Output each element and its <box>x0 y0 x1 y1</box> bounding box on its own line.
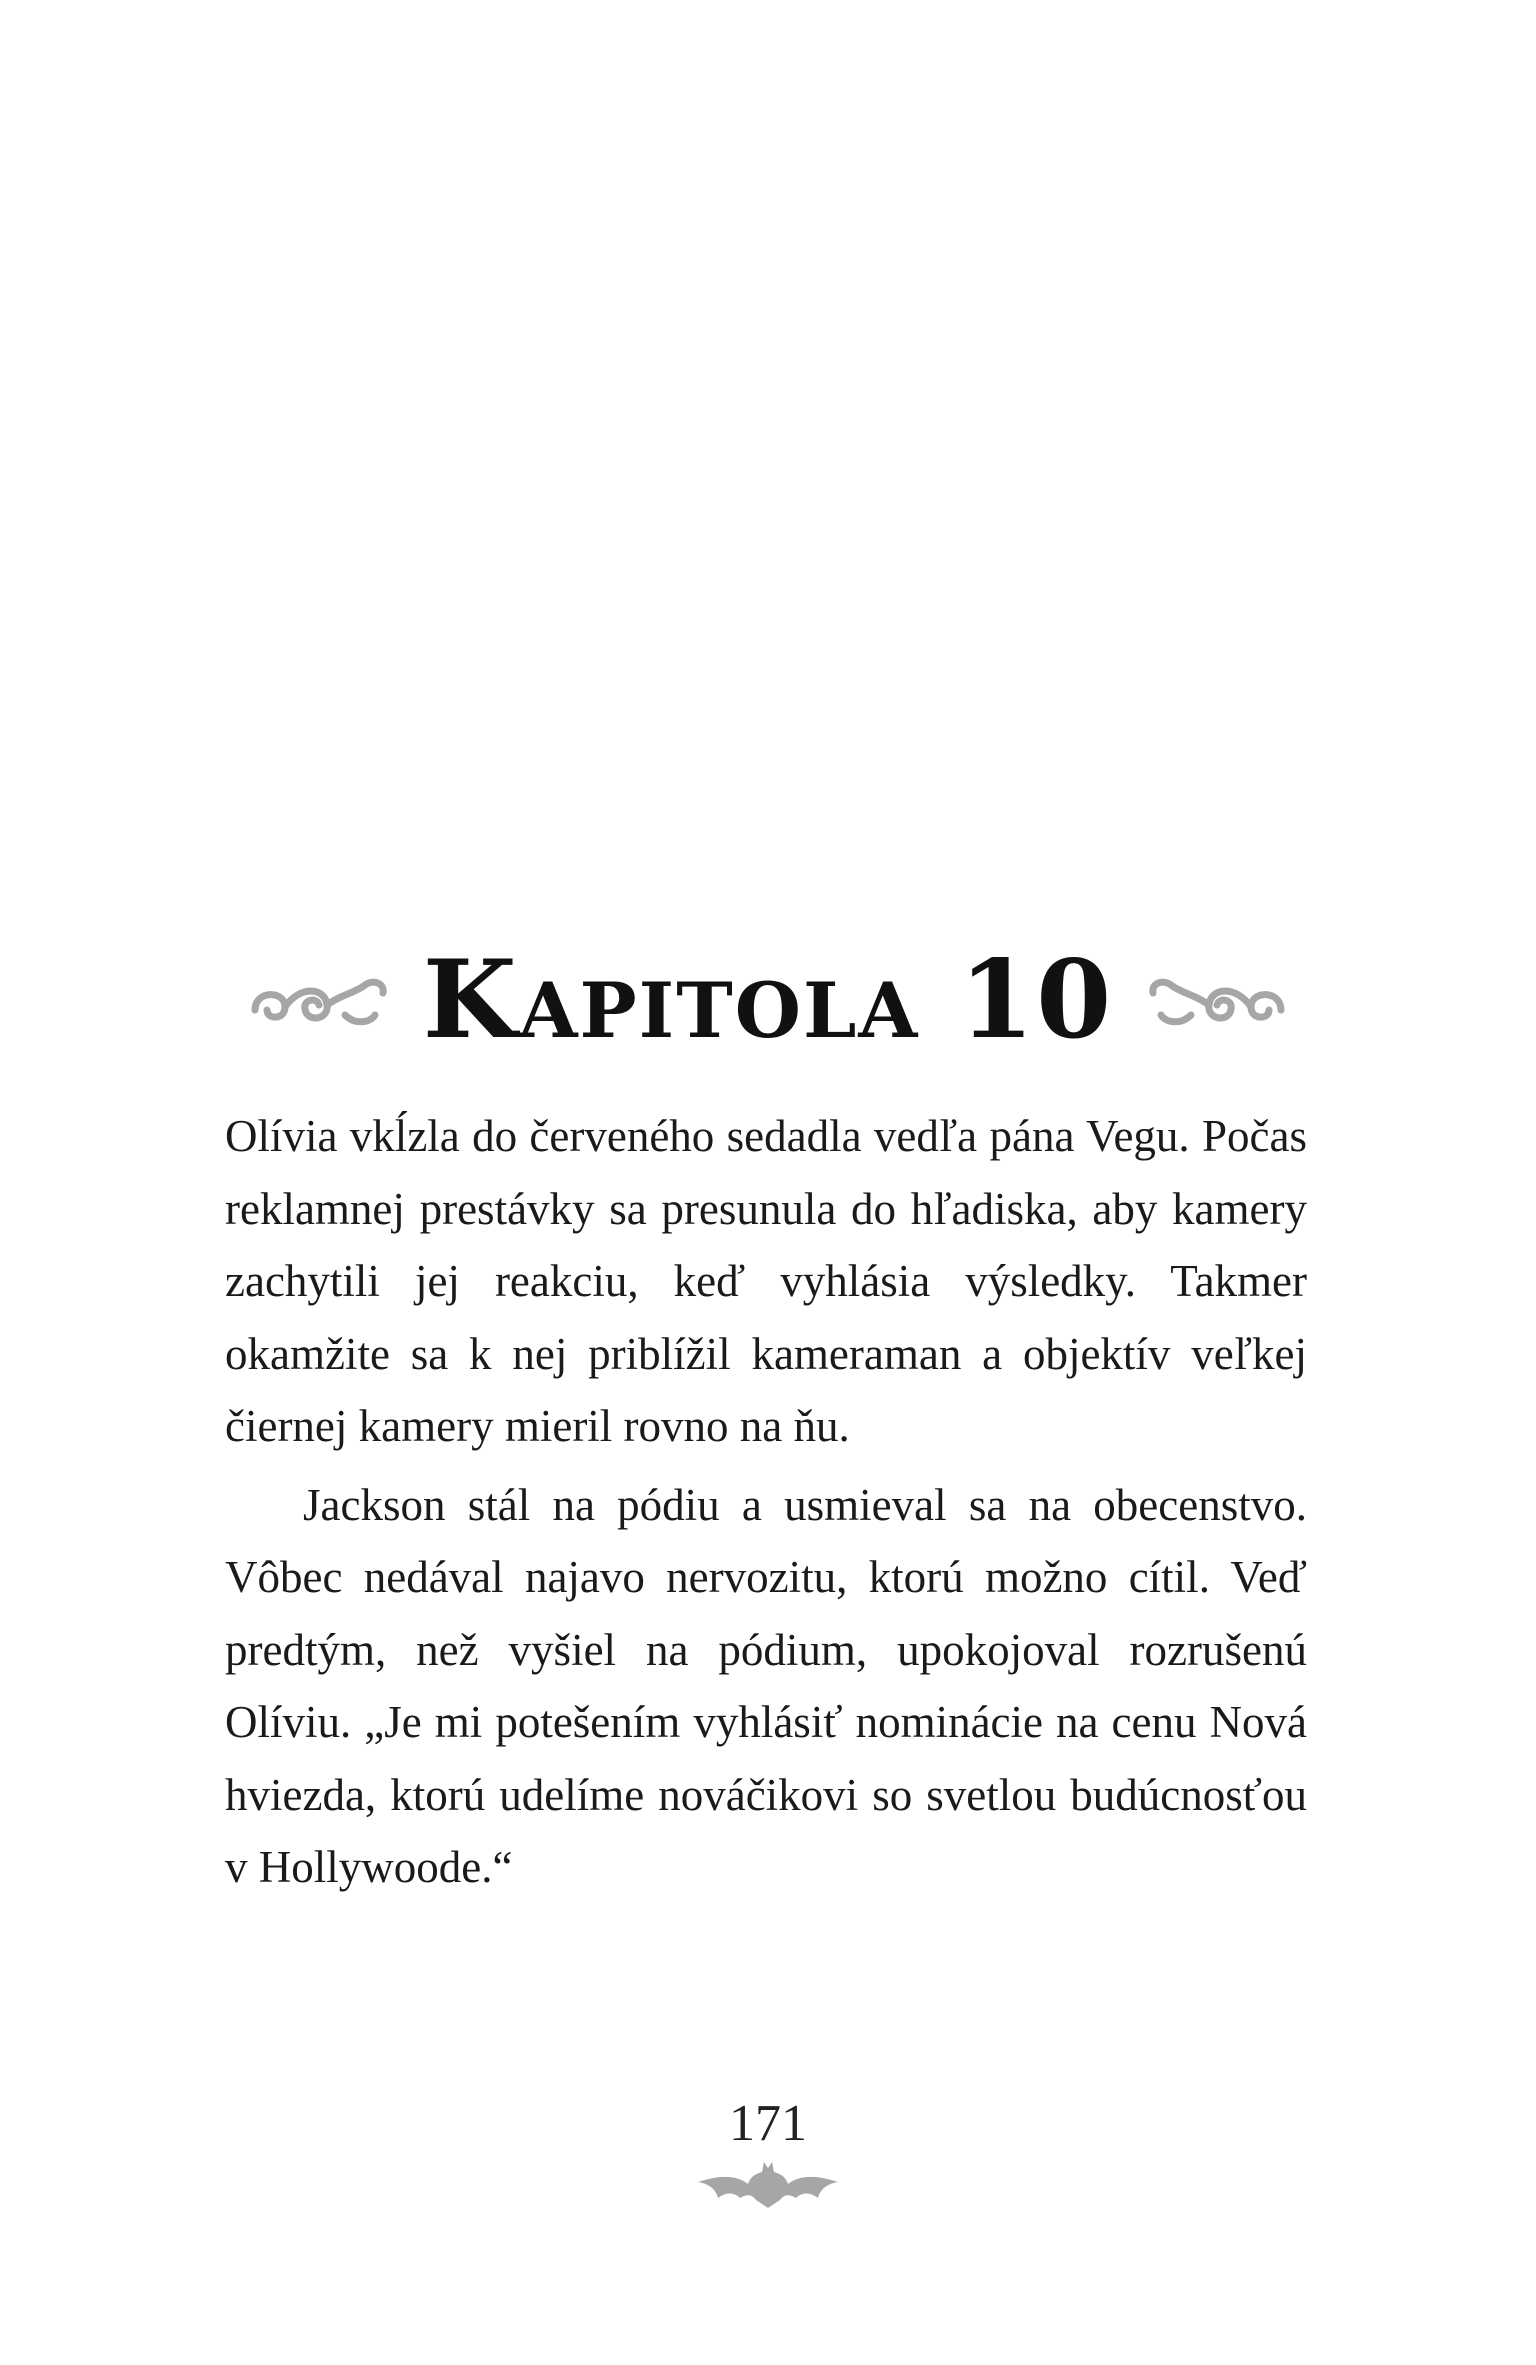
chapter-heading <box>0 930 1536 1070</box>
page-number: 171 <box>729 2095 807 2152</box>
chapter-body <box>225 1100 1307 1904</box>
paragraph: Olívia vkĺzla do červeného sedadla vedľa pána Vegu. Počas reklamnej prestávky sa presunula do hľadiska, aby kamery zachytili jej reakciu, keď vyhlásia výsledky. Takmer okamžite sa k nej priblížil kameraman a objektív veľkej čiernej kamery mieril rovno na ňu. <box>225 1111 1307 1451</box>
swirl-ornament-icon <box>245 965 395 1035</box>
swirl-ornament-icon <box>1141 965 1291 1035</box>
chapter-title: Kapitola 10 <box>422 937 1114 1063</box>
bat-icon <box>694 2162 842 2210</box>
paragraph: Jackson stál na pódiu a usmieval sa na obecenstvo. Vôbec nedával najavo nervozitu, ktorú možno cítil. Veď predtým, než vyšiel na pódium, upokojoval rozrušenú Olíviu. „Je mi potešením vyhlásiť nominácie na cenu Nová hviezda, ktorú udelíme nováčikovi so svetlou budúcnosťou v Hollywoode.“ <box>225 1479 1307 1892</box>
page-footer <box>0 2095 1536 2210</box>
